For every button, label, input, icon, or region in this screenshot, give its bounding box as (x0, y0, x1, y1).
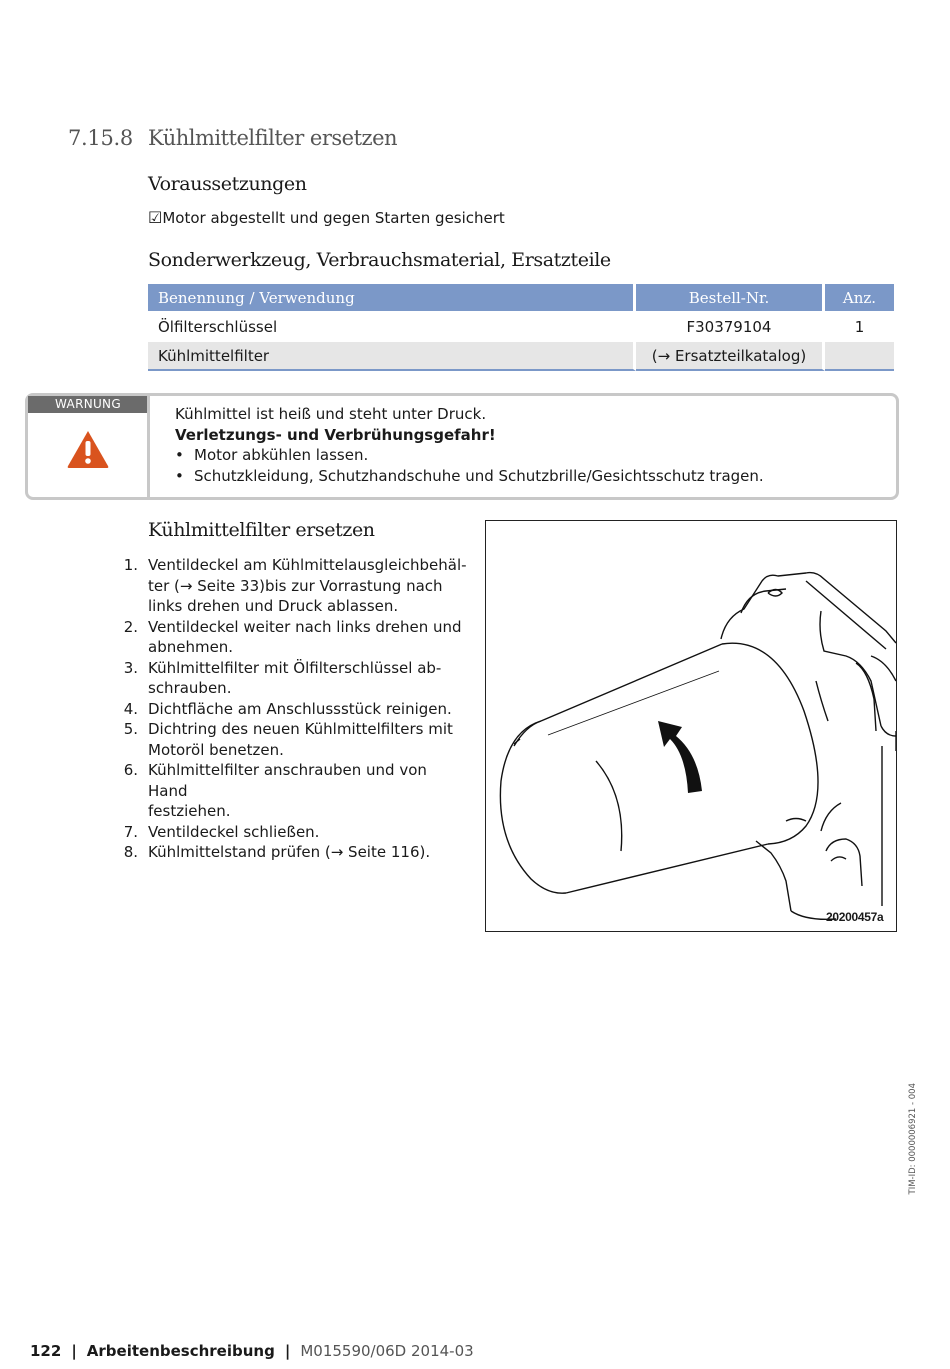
section-number: 7.15.8 (68, 126, 133, 150)
step-number: 3. (123, 658, 138, 677)
step-line: Kühlmittelstand prüfen (→ Seite 116). (148, 843, 431, 861)
footer-separator: | (71, 1342, 77, 1360)
step-line: Ventildeckel weiter nach links drehen und (148, 617, 462, 636)
step-number: 6. (123, 761, 138, 779)
tools-heading: Sonderwerkzeug, Verbrauchsmaterial, Ersatzteile (148, 249, 611, 271)
filter-drawing (486, 521, 896, 931)
step-line: festziehen. (148, 802, 231, 820)
table-row (148, 311, 894, 342)
prerequisites-heading: Voraussetzungen (148, 173, 307, 195)
step-line: Ventildeckel schließen. (148, 822, 320, 841)
list-item (123, 842, 468, 863)
prerequisite-item (148, 208, 505, 229)
table-cell-qty (825, 342, 894, 371)
step-line: Ventildeckel am Kühlmittelausgleichbehäl- (148, 556, 467, 574)
list-item (123, 555, 468, 617)
step-number: 4. (123, 699, 138, 718)
tools-table (148, 284, 894, 371)
table-cell-name: Kühlmittelfilter (148, 342, 636, 371)
step-number: 2. (123, 617, 138, 636)
document-id: TIM-ID: 0000006921 - 004 (908, 1083, 918, 1195)
table-cell-name: Ölfilterschlüssel (148, 311, 636, 342)
figure-caption: 20200457a (826, 910, 884, 924)
list-item (123, 822, 468, 843)
warning-text (175, 404, 875, 486)
step-line: Kühlmittelfilter mit Ölfilterschlüssel ab- (148, 658, 442, 677)
step-line: abnehmen. (148, 638, 234, 656)
list-item (123, 699, 468, 720)
warning-bullet: • Motor abkühlen lassen. (175, 446, 369, 464)
step-number: 7. (123, 822, 138, 841)
warning-label: WARNUNG (28, 396, 148, 413)
step-number: 8. (123, 843, 138, 861)
step-line: Motoröl benetzen. (148, 740, 284, 759)
column-header: Bestell-Nr. (636, 284, 825, 311)
step-line: schrauben. (148, 679, 232, 697)
checkbox-checked-icon: ☑ (148, 208, 163, 227)
document-reference: M015590/06D 2014-03 (300, 1342, 474, 1360)
step-line: Kühlmittelfilter anschrauben und von Hand (148, 761, 427, 800)
warning-triangle-icon (66, 429, 110, 469)
step-line: links drehen und Druck ablassen. (148, 597, 399, 615)
list-item (123, 617, 468, 658)
footer-separator: | (284, 1342, 291, 1360)
column-header: Anz. (825, 284, 894, 311)
list-item (123, 658, 468, 699)
warning-hazard-line: Verletzungs- und Verbrühungsgefahr! (175, 425, 496, 444)
page-footer (30, 1342, 474, 1360)
step-number: 5. (123, 720, 138, 738)
step-line: Dichtring des neuen Kühlmittelfilters mit (148, 720, 453, 738)
filter-illustration (485, 520, 897, 932)
table-cell-qty: 1 (854, 317, 865, 336)
warning-bullet: • Schutzkleidung, Schutzhandschuhe und Schutzbrille/Gesichtsschutz tragen. (175, 466, 764, 485)
table-cell-order-no: F30379104 (636, 311, 825, 342)
warning-bullet-text: Motor abkühlen lassen. (194, 446, 369, 464)
procedure-heading: Kühlmittelfilter ersetzen (148, 519, 375, 541)
warning-bullet-text: Schutzkleidung, Schutzhandschuhe und Schutzbrille/Gesichtsschutz tragen. (194, 466, 764, 485)
procedure-steps (123, 555, 468, 863)
column-header: Benennung / Verwendung (148, 284, 636, 311)
table-row (148, 342, 894, 371)
table-header-row (148, 284, 894, 311)
step-line: Dichtfläche am Anschlussstück reinigen. (148, 699, 452, 718)
page-number: 122 (30, 1342, 62, 1360)
prerequisite-text: Motor abgestellt und gegen Starten gesichert (162, 209, 505, 227)
table-cell-order-no: (→ Ersatzteilkatalog) (636, 342, 825, 371)
warning-line: Kühlmittel ist heiß und steht unter Druck. (175, 405, 487, 423)
list-item (123, 760, 468, 822)
chapter-name: Arbeitenbeschreibung (86, 1342, 275, 1360)
warning-divider (147, 396, 150, 497)
section-title: Kühlmittelfilter ersetzen (148, 126, 398, 150)
list-item (123, 719, 468, 760)
step-line: ter (→ Seite 33)bis zur Vorrastung nach (148, 576, 443, 595)
step-number: 1. (123, 556, 138, 574)
